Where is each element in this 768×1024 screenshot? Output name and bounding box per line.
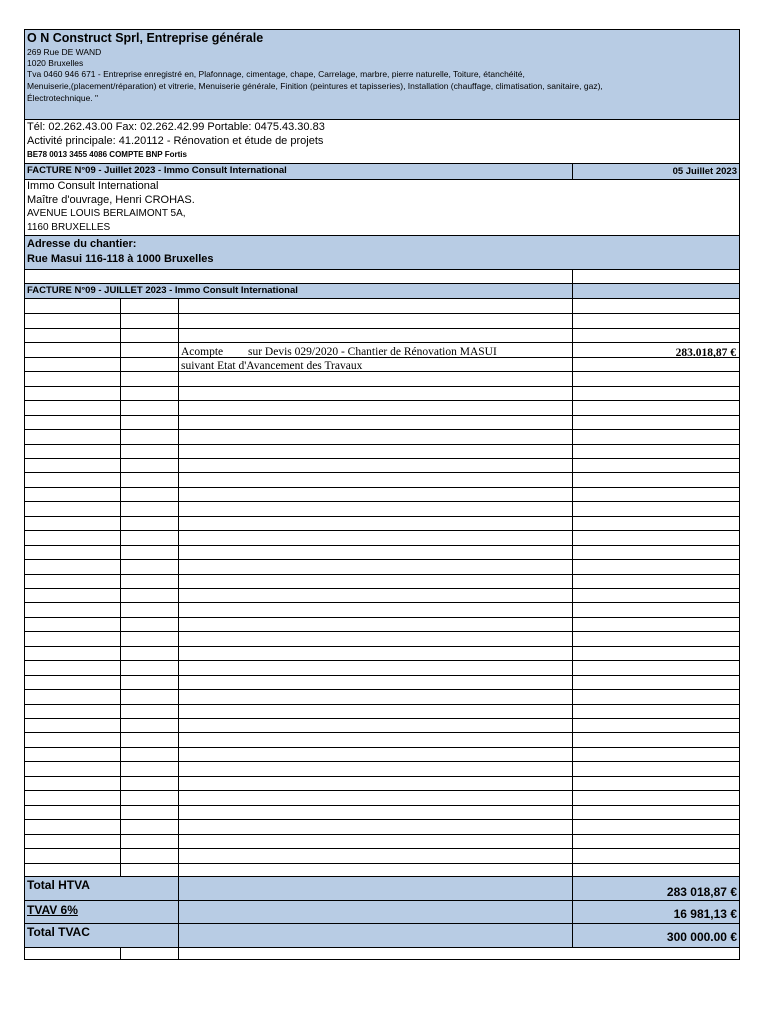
column-divider (120, 948, 121, 960)
grid-row-line (25, 415, 739, 416)
grid-row-line (25, 704, 739, 705)
grid-row-line (25, 588, 739, 589)
grid-row-line (25, 386, 739, 387)
line-item-description-2: suivant Etat d'Avancement des Travaux (181, 360, 363, 372)
company-street: 269 Rue DE WAND (27, 47, 102, 57)
invoice-title2: FACTURE N°09 - JUILLET 2023 - Immo Consult International (27, 285, 298, 296)
divider (25, 923, 739, 924)
grid-row-line (25, 429, 739, 430)
total-htva-value: 283 018,87 € (666, 885, 737, 899)
column-divider (178, 877, 179, 947)
company-header (25, 29, 739, 120)
contact-phones: Tél: 02.262.43.00 Fax: 02.262.42.99 Portable: 0475.43.30.83 (27, 121, 325, 133)
grid-row-line (25, 863, 739, 864)
client-city: 1160 BRUXELLES (27, 222, 111, 233)
invoice-title: FACTURE N°09 - Juillet 2023 - Immo Consult International (27, 165, 287, 176)
grid-row-line (25, 530, 739, 531)
grid-row-line (25, 313, 739, 314)
line-item-amount: 283.018,87 € (675, 347, 736, 359)
grid-row-line (25, 819, 739, 820)
company-city: 1020 Bruxelles (27, 58, 84, 68)
grid-row-line (25, 732, 739, 733)
grid-row-line (25, 776, 739, 777)
contact-activity: Activité principale: 41.20112 - Rénovation et étude de projets (27, 135, 324, 147)
grid-row-line (25, 458, 739, 459)
grid-row-line (25, 472, 739, 473)
tva-value: 16 981,13 € (673, 907, 737, 921)
company-activities-line2: Menuiserie,(placement/réparation) et vitrerie, Menuiserie générale, Finition (peintures et tapisseries), Installation (chauffage, climatisation, sanitaire, gaz), (27, 81, 603, 91)
grid-row-line (25, 487, 739, 488)
grid-row-line (25, 631, 739, 632)
column-divider (178, 948, 179, 960)
grid-row-line (25, 516, 739, 517)
total-tvac-value: 300 000.00 € (666, 930, 737, 944)
company-activities-line1: Tva 0460 946 671 - Entreprise enregistré en, Plafonnage, cimentage, chape, Carrelage, marbre, pierre naturelle, Toiture, étanchéité, (27, 69, 525, 79)
grid-row-line (25, 328, 739, 329)
tva-label: TVAV 6% (27, 903, 78, 917)
grid-row-line (25, 718, 739, 719)
grid-row-line (25, 400, 739, 401)
client-block (25, 180, 739, 236)
line-item-word: Acompte (181, 346, 224, 358)
total-htva-label: Total HTVA (27, 878, 90, 892)
divider (572, 284, 573, 298)
divider (572, 270, 573, 283)
divider (572, 164, 573, 179)
grid-row-line (25, 617, 739, 618)
grid-row-line (25, 790, 739, 791)
grid-row-line (25, 675, 739, 676)
total-tvac-label: Total TVAC (27, 925, 90, 939)
grid-row-line (25, 545, 739, 546)
contact-bank: BE78 0013 3455 4086 COMPTE BNP Fortis (27, 150, 187, 159)
grid-row-line (25, 848, 739, 849)
invoice-date: 05 Juillet 2023 (672, 166, 737, 177)
grid-row-line (25, 646, 739, 647)
spacer-row (25, 270, 739, 284)
grid-row-line (25, 689, 739, 690)
invoice-title-row (25, 164, 739, 180)
invoice-title2-row (25, 284, 739, 299)
client-name: Immo Consult International (27, 180, 159, 192)
grid-row-line (25, 501, 739, 502)
grid-row-line (25, 834, 739, 835)
divider (25, 900, 739, 901)
site-address: Rue Masui 116-118 à 1000 Bruxelles (27, 253, 214, 265)
contact-block (25, 120, 739, 164)
line-item-description: sur Devis 029/2020 - Chantier de Rénovation MASUI (248, 346, 497, 358)
site-label: Adresse du chantier: (27, 238, 137, 250)
grid-row-line (25, 805, 739, 806)
grid-row-line (25, 574, 739, 575)
client-contact: Maître d'ouvrage, Henri CROHAS. (27, 194, 195, 206)
grid-row-line (25, 559, 739, 560)
client-street: AVENUE LOUIS BERLAIMONT 5A, (27, 208, 186, 219)
grid-row-line (25, 660, 739, 661)
grid-row-line (25, 371, 739, 372)
footer-row (25, 947, 739, 960)
company-activities-line3: Électrotechnique. " (27, 93, 99, 103)
totals-block (25, 877, 739, 947)
grid-row-line (25, 747, 739, 748)
invoice-lines (25, 299, 739, 877)
grid-row-line (25, 342, 739, 343)
invoice-sheet (24, 29, 740, 960)
site-block (25, 236, 739, 270)
grid-row-line (25, 761, 739, 762)
grid-row-line (25, 602, 739, 603)
grid-row-line (25, 444, 739, 445)
grid-row-line (25, 357, 739, 358)
column-divider (572, 877, 573, 947)
company-name: O N Construct Sprl, Entreprise générale (27, 31, 264, 45)
